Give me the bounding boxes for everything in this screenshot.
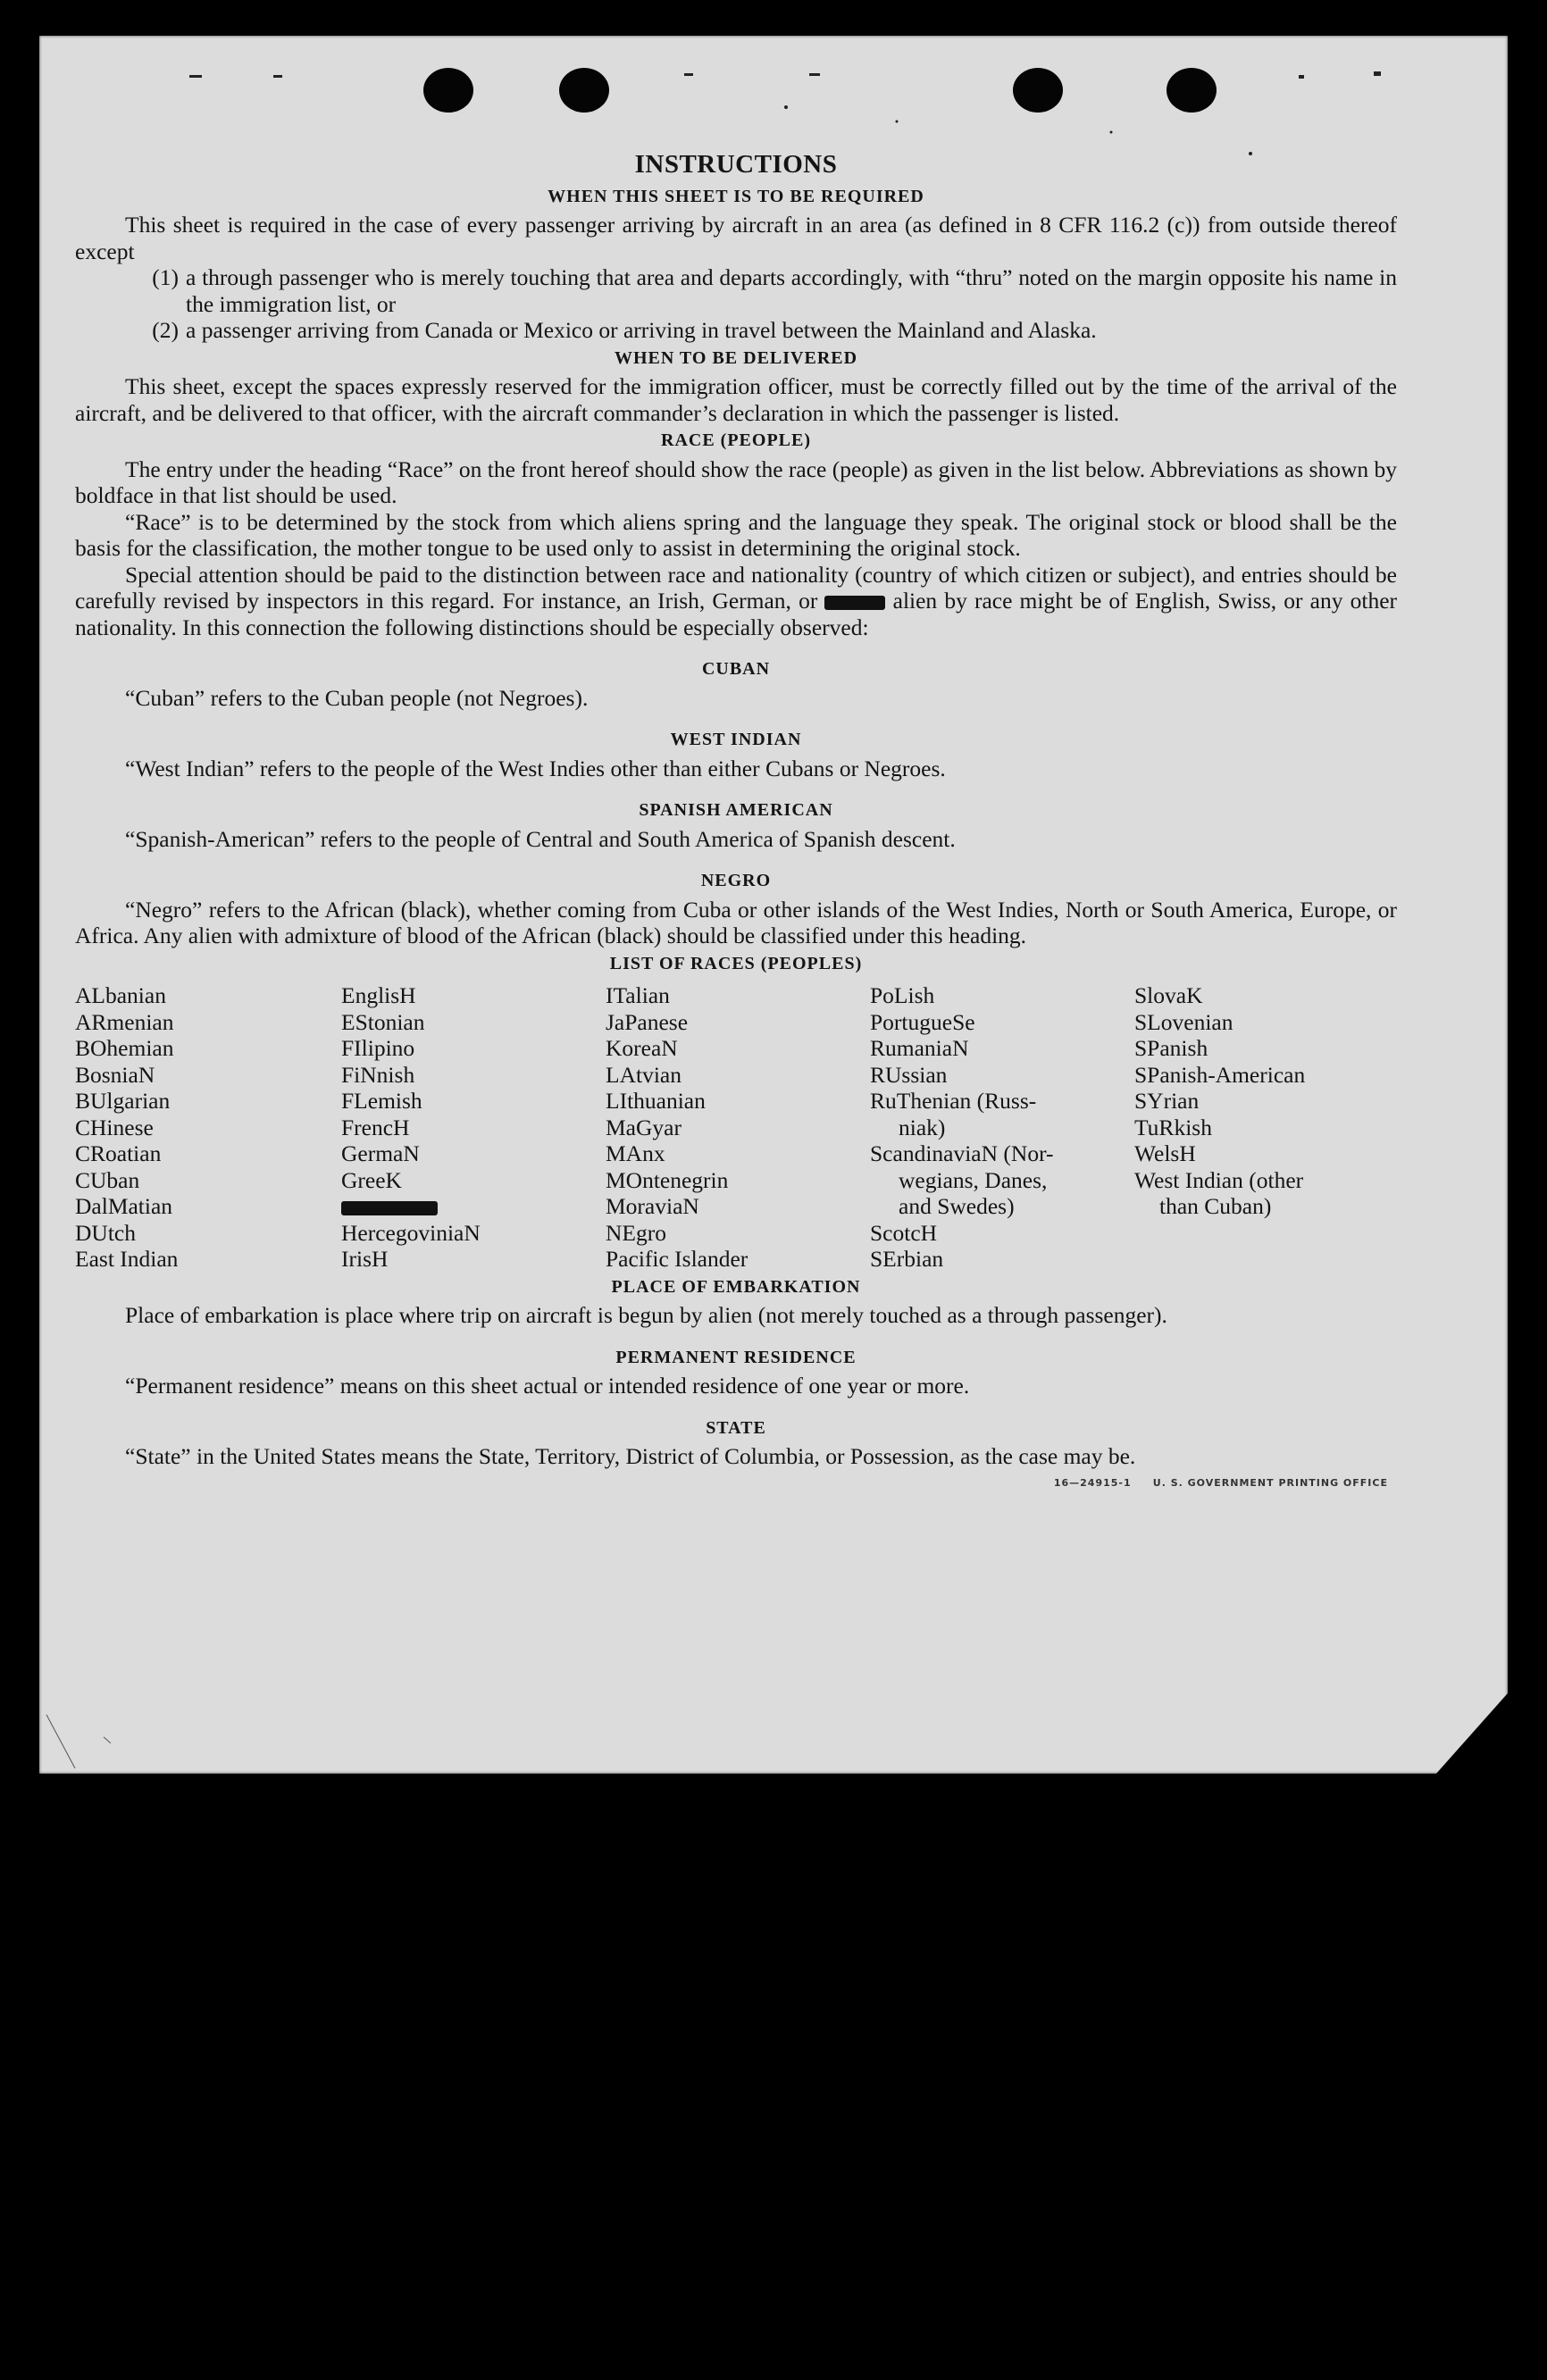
race-entry-redacted [341, 1193, 606, 1220]
section-heading-race-list: LIST OF RACES (PEOPLES) [609, 953, 863, 973]
delivered-text: This sheet, except the spaces expressly reserved for the immigration officer, must be correctly filled out by the time of the arrival of the aircraft, and be delivered to that officer, with the aircraft commander’s declaration in which the passenger is listed. [75, 373, 1397, 426]
race-entry: GermaN [341, 1140, 420, 1166]
race-entry: and Swedes) [899, 1193, 1015, 1219]
race-entry: SYrian [1134, 1088, 1200, 1114]
form-code: 16—24915-1 [1053, 1476, 1132, 1489]
section-heading-state: STATE [706, 1417, 766, 1438]
exception-number: (1) [152, 264, 179, 290]
exception-text: a passenger arriving from Canada or Mexico or arriving in travel between the Mainland and Alaska. [186, 317, 1097, 343]
section-heading-race: RACE (PEOPLE) [661, 430, 811, 450]
race-paragraph-2: “Race” is to be determined by the stock from which aliens spring and the language they speak. The original stock or blood shall be the basis for the classification, the mother tongue to be used only to assist in determining the original stock. [75, 508, 1397, 561]
race-entry: East Indian [75, 1246, 179, 1272]
section-heading-negro: NEGRO [700, 871, 772, 890]
required-intro: This sheet is required in the case of every passenger arriving by aircraft in an area (as defined in 8 CFR 116.2 (c)) from outside thereof except [75, 212, 1397, 264]
section-heading-spanish-american: SPANISH AMERICAN [639, 800, 833, 820]
exception-item [75, 264, 1397, 317]
race-entry: CRoatian [75, 1140, 162, 1166]
spanish-american-text: “Spanish-American” refers to the people of Central and South America of Spanish descent. [125, 825, 956, 852]
negro-text: “Negro” refers to the African (black), whether coming from Cuba or other islands of the West Indies, North or South America, Europe, or Africa. Any alien with admixture of blood of the African (black) should be classified under this heading. [75, 896, 1397, 948]
race-entry: ITalian [606, 982, 670, 1008]
race-entry: SPanish [1134, 1035, 1208, 1061]
printer-name: U. S. GOVERNMENT PRINTING OFFICE [1152, 1476, 1388, 1489]
exception-text: a through passenger who is merely touching that area and departs accordingly, with “thru” noted on the margin opposite his name in the immigration list, or [186, 264, 1397, 317]
race-entry: DalMatian [75, 1193, 173, 1219]
race-entry: ALbanian [75, 982, 166, 1008]
exception-number: (2) [152, 317, 179, 343]
section-heading-required: WHEN THIS SHEET IS TO BE REQUIRED [548, 186, 924, 206]
race-entry: DUtch [75, 1219, 136, 1246]
page-title: INSTRUCTIONS [634, 150, 838, 179]
race-entry: EnglisH [341, 982, 416, 1008]
race-entry: WelsH [1134, 1140, 1196, 1166]
race-list [75, 982, 1397, 1273]
section-heading-delivered: WHEN TO BE DELIVERED [614, 347, 858, 368]
race-entry: than Cuban) [1159, 1193, 1272, 1219]
race-column [1134, 982, 1367, 1273]
race-entry: IrisH [341, 1246, 389, 1272]
state-text: “State” in the United States means the State, Territory, District of Columbia, or Possession, as the case may be. [125, 1443, 1136, 1469]
race-entry: MoraviaN [606, 1193, 699, 1219]
section-heading-embarkation: PLACE OF EMBARKATION [611, 1276, 861, 1297]
race-entry: Pacific Islander [606, 1246, 748, 1272]
race-entry: PortugueSe [870, 1008, 975, 1035]
race-entry: BUlgarian [75, 1088, 171, 1114]
race-entry: MAnx [606, 1140, 665, 1166]
race-entry: BosniaN [75, 1061, 155, 1088]
race-entry: FLemish [341, 1088, 422, 1114]
race-entry: FiNnish [341, 1061, 415, 1088]
race-column [606, 982, 870, 1273]
cuban-text: “Cuban” refers to the Cuban people (not Negroes). [125, 684, 589, 711]
race-entry: ARmenian [75, 1008, 174, 1035]
race-paragraph-3 [75, 562, 1397, 641]
section-heading-residence: PERMANENT RESIDENCE [615, 1347, 857, 1367]
redaction-mark [824, 596, 885, 610]
race-entry: RUssian [870, 1061, 948, 1088]
race-entry: LAtvian [606, 1061, 682, 1088]
race-entry: West Indian (other [1134, 1166, 1304, 1193]
race-paragraph-1: The entry under the heading “Race” on the front hereof should show the race (people) as given in the list below. Abbreviations as shown by boldface in that list should be used. [75, 455, 1397, 508]
race-entry: ScotcH [870, 1219, 938, 1246]
race-entry: FrencH [341, 1114, 410, 1140]
footer [75, 1470, 1397, 1497]
section-heading-cuban: CUBAN [701, 659, 771, 679]
race-entry: TuRkish [1134, 1114, 1212, 1140]
race-entry: RuThenian (Russ- [870, 1088, 1037, 1114]
instructions-content [75, 152, 1397, 1496]
race-entry: JaPanese [606, 1008, 689, 1035]
race-column [75, 982, 341, 1273]
race-entry: niak) [899, 1114, 946, 1140]
race-entry: SErbian [870, 1246, 944, 1272]
race-paragraph-3-part-a: Special attention should be paid to the distinction between race and nationality (country of which citizen or subject), and entries should be carefully revised by inspectors in this regard. For instance, an Irish, German, or [75, 561, 1397, 614]
race-entry: HercegoviniaN [341, 1219, 481, 1246]
race-entry: CUban [75, 1166, 140, 1193]
race-entry: GreeK [341, 1166, 402, 1193]
race-entry: CHinese [75, 1114, 154, 1140]
race-entry: SPanish-American [1134, 1061, 1306, 1088]
race-entry: EStonian [341, 1008, 425, 1035]
race-entry: ScandinaviaN (Nor- [870, 1140, 1054, 1166]
race-entry: KoreaN [606, 1035, 678, 1061]
exception-item [75, 317, 1397, 344]
race-entry: LIthuanian [606, 1088, 706, 1114]
printer-imprint [1054, 1470, 1388, 1497]
race-entry: NEgro [606, 1219, 666, 1246]
section-heading-west-indian: WEST INDIAN [670, 730, 802, 749]
race-paragraph-3-part-b: alien by race might be of English, Swiss, or any other nationality. In this connection the following distinctions should be especially observed: [75, 588, 1398, 640]
race-entry: SlovaK [1134, 982, 1203, 1008]
race-entry: SLovenian [1134, 1008, 1233, 1035]
redaction-mark [341, 1201, 438, 1215]
race-entry: RumaniaN [870, 1035, 969, 1061]
race-entry: MOntenegrin [606, 1166, 729, 1193]
race-entry: BOhemian [75, 1035, 174, 1061]
race-entry: PoLish [870, 982, 935, 1008]
document-sheet [39, 36, 1508, 1774]
race-column [870, 982, 1134, 1273]
west-indian-text: “West Indian” refers to the people of the West Indies other than either Cubans or Negroes. [125, 755, 946, 781]
folded-corner [1436, 1693, 1508, 1774]
residence-text: “Permanent residence” means on this sheet actual or intended residence of one year or more. [125, 1373, 970, 1399]
race-entry: MaGyar [606, 1114, 682, 1140]
race-entry: wegians, Danes, [899, 1166, 1048, 1193]
race-entry: FIlipino [341, 1035, 415, 1061]
race-column [341, 982, 606, 1273]
embarkation-text: Place of embarkation is place where trip on aircraft is begun by alien (not merely touched as a through passenger). [125, 1302, 1167, 1328]
